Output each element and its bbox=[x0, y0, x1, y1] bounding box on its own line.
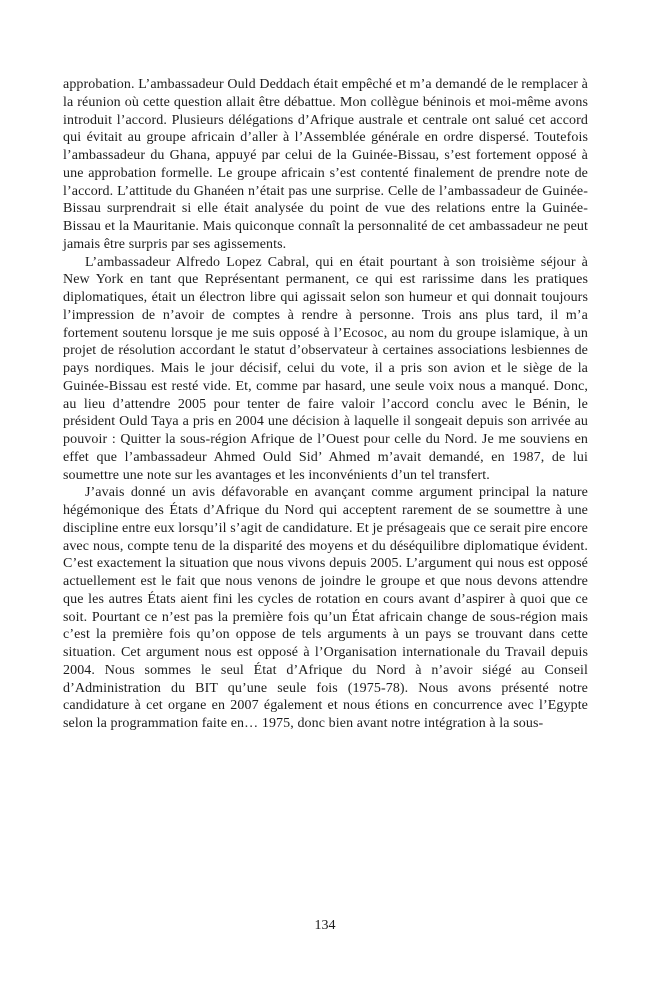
body-paragraph: approbation. L’ambassadeur Ould Deddach était empêché et m’a demandé de le remplacer à la réunion où cette question allait être débattue. Mon collègue béninois et moi-même avons introduit l’accord. Plusieurs délégations d’Afrique australe et centrale ont salué cet accord qui évitait au groupe africain d’aller à l’Assemblée générale en ordre dispersé. Toutefois l’ambassadeur du Ghana, appuyé par celui de la Guinée-Bissau, s’est fortement opposé à une approbation formelle. Le groupe africain s’est contenté finalement de prendre note de l’accord. L’attitude du Ghanéen n’était pas une surprise. Celle de l’ambassadeur de Guinée-Bissau surprendrait si elle était analysée du point de vue des relations entre la Guinée-Bissau et la Mauritanie. Mais quiconque connaît la personnalité de cet ambassadeur ne peut jamais être surpris par ses agissements. bbox=[63, 77, 588, 252]
body-paragraph: L’ambassadeur Alfredo Lopez Cabral, qui en était pourtant à son troisième séjour à New York en tant que Représentant permanent, ce qui est rarissime dans les pratiques diplomatiques, était un électron libre qui agissait selon son humeur et qui donnait toujours l’impression de n’avoir de comptes à rendre à personne. Trois ans plus tard, il m’a fortement soutenu lorsque je me suis opposé à l’Ecosoc, au nom du groupe islamique, à un projet de résolution accordant le statut d’observateur à certaines associations lesbiennes de pays nordiques. Mais le jour décisif, celui du vote, il a pris son avion et le siège de la Guinée-Bissau est resté vide. Et, comme par hasard, une seule voix nous a manqué. Donc, au lieu d’attendre 2005 pour tenter de faire valoir l’accord conclu avec le Bénin, le président Ould Taya a pris en 2004 une décision à laquelle il songeait depuis son arrivée au pouvoir : Quitter la sous-région Afrique de l’Ouest pour celle du Nord. Je me souviens en effet que l’ambassadeur Ahmed Ould Sid’ Ahmed m’avait demandé, en 1987, de lui soumettre une note sur les avantages et les inconvénients d’un tel transfert. bbox=[63, 254, 588, 483]
page-number: 134 bbox=[314, 918, 336, 933]
page-text bbox=[63, 76, 588, 733]
body-paragraph: J’avais donné un avis défavorable en avançant comme argument principal la nature hégémonique des États d’Afrique du Nord qui acceptent rarement de se soumettre à une discipline entre eux lorsqu’il s’agit de candidature. Et je présageais que ce serait pire encore avec nous, compte tenu de la disparité des moyens et du déséquilibre diplomatique évident. C’est exactement la situation que nous vivons depuis 2005. L’argument qui nous est opposé actuellement est le fait que nous venons de joindre le groupe et que nous devons attendre que les autres États aient fini les cycles de rotation en cours avant d’aspirer à quoi que ce soit. Pourtant ce n’est pas la première fois qu’un État africain change de sous-région mais c’est la première fois qu’on oppose de tels arguments à un pays se trouvant dans cette situation. Cet argument nous est opposé à l’Organisation internationale du Travail depuis 2004. Nous sommes le seul État d’Afrique du Nord à n’avoir siégé au Conseil d’Administration du BIT qu’une seule fois (1975-78). Nous avons présenté notre candidature à cet organe en 2007 également et nous étions en concurrence avec l’Egypte selon la programmation faite en… 1975, donc bien avant notre intégration à la sous- bbox=[63, 485, 588, 731]
